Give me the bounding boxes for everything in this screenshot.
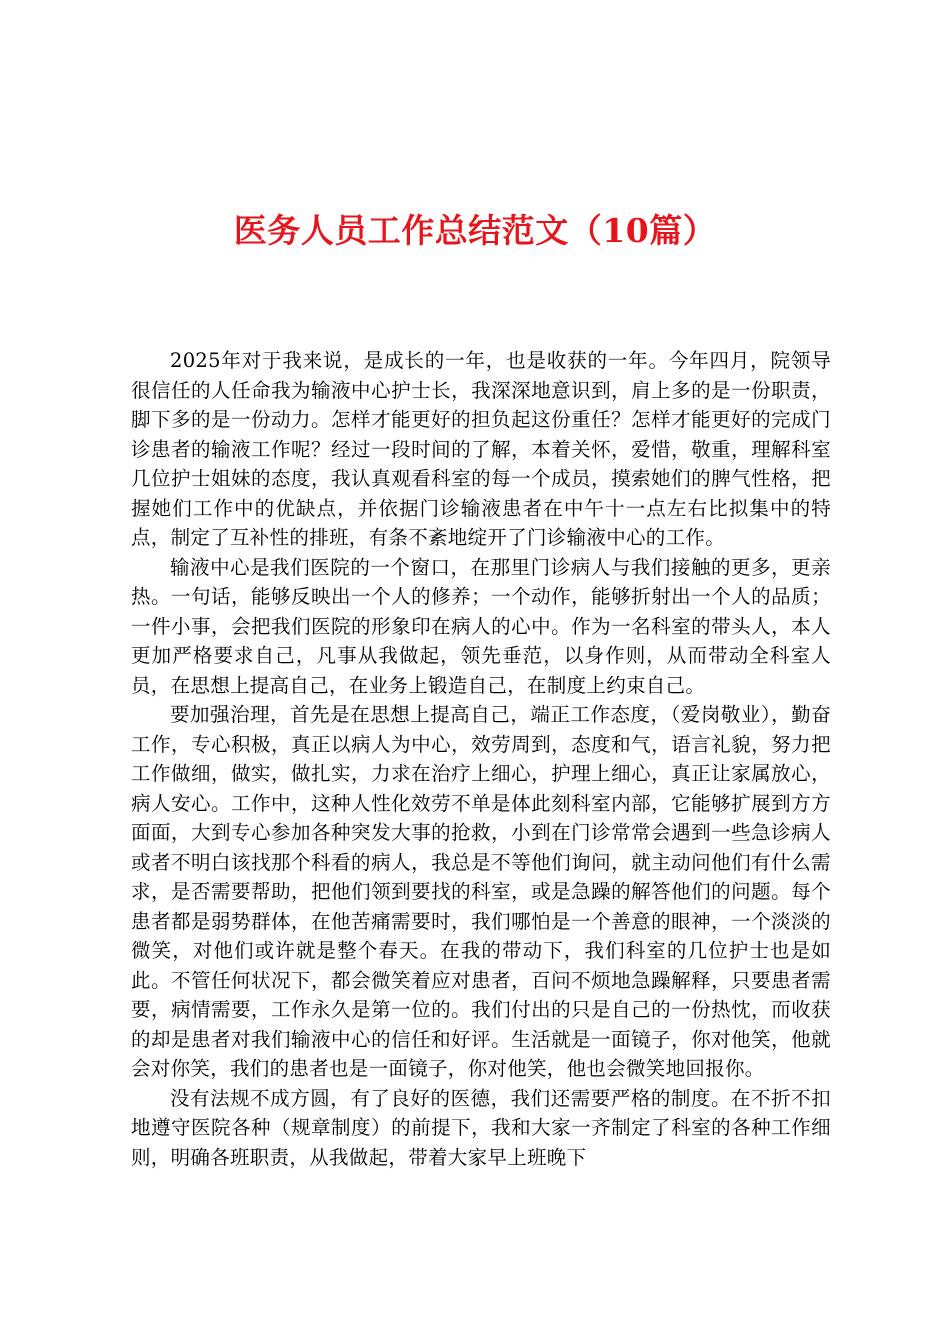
document-body bbox=[131, 346, 831, 1172]
document-title: 医务人员工作总结范文（10篇） bbox=[233, 211, 717, 250]
paragraph: 2025年对于我来说，是成长的一年，也是收获的一年。今年四月，院领导很信任的人任命我为输液中心护士长，我深深地意识到，肩上多的是一份职责，脚下多的是一份动力。怎样才能更好的担负起这份重任？怎样才能更好的完成门诊患者的输液工作呢？经过一段时间的了解，本着关怀，爱惜，敬重，理解科室几位护士姐妹的态度，我认真观看科室的每一个成员，摸索她们的脾气性格，把握她们工作中的优缺点，并依据门诊输液患者在中午十一点左右比拟集中的特点，制定了互补性的排班，有条不紊地绽开了门诊输液中心的工作。 bbox=[131, 349, 831, 549]
paragraph: 要加强治理，首先是在思想上提高自己，端正工作态度，（爱岗敬业），勤奋工作，专心积极，真正以病人为中心，效劳周到，态度和气，语言礼貌，努力把工作做细，做实，做扎实，力求在治疗上细心，护理上细心，真正让家属放心，病人安心。工作中，这种人性化效劳不单是体此刻科室内部，它能够扩展到方方面面，大到专心参加各种突发大事的抢救，小到在门诊常常会遇到一些急诊病人或者不明白该找那个科看的病人，我总是不等他们询问，就主动问他们有什么需求，是否需要帮助，把他们领到要找的科室，或是急躁的解答他们的问题。每个患者都是弱势群体，在他苦痛需要时，我们哪怕是一个善意的眼神，一个淡淡的微笑，对他们或许就是整个春天。在我的带动下，我们科室的几位护士也是如此。不管任何状况下，都会微笑着应对患者，百问不烦地急躁解释，只要患者需要，病情需要，工作永久是第一位的。我们付出的只是自己的一份热忱，而收获的却是患者对我们输液中心的信任和好评。生活就是一面镜子，你对他笑，他就会对你笑，我们的患者也是一面镜子，你对他笑，他也会微笑地回报你。 bbox=[131, 703, 831, 1080]
paragraph: 输液中心是我们医院的一个窗口，在那里门诊病人与我们接触的更多，更亲热。一句话，能够反映出一个人的修养；一个动作，能够折射出一个人的品质；一件小事，会把我们医院的形象印在病人的心中。作为一名科室的带头人，本人更加严格要求自己，凡事从我做起，领先垂范，以身作则，从而带动全科室人员，在思想上提高自己，在业务上锻造自己，在制度上约束自己。 bbox=[131, 555, 831, 697]
paragraph: 没有法规不成方圆，有了良好的医德，我们还需要严格的制度。在不折不扣地遵守医院各种（规章制度）的前提下，我和大家一齐制定了科室的各种工作细则，明确各班职责，从我做起，带着大家早上班晚下 bbox=[131, 1086, 831, 1169]
